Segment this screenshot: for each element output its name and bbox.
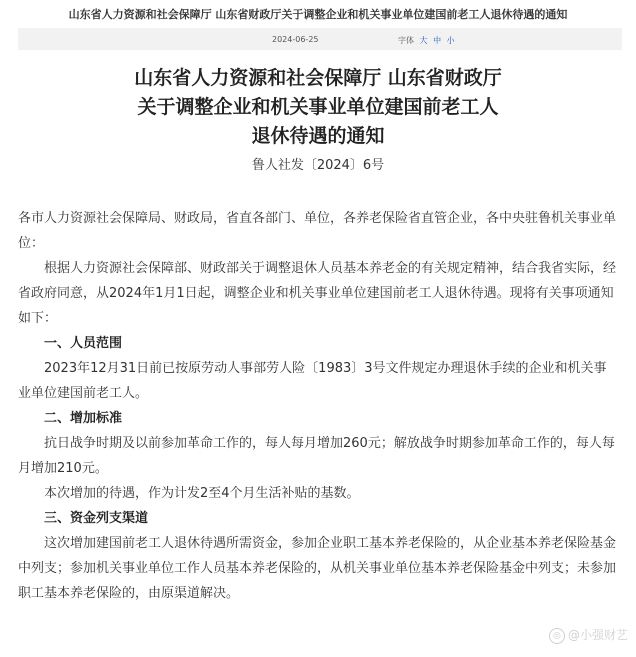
scope-paragraph: 2023年12月31日前已按原劳动人事部劳人险〔1983〕3号文件规定办理退休手续的企业和机关事业单位建国前老工人。 bbox=[18, 361, 607, 401]
font-size-large-button[interactable]: 大 bbox=[419, 36, 428, 45]
font-size-medium-button[interactable]: 中 bbox=[433, 36, 442, 45]
publish-date: 2024-06-25 bbox=[272, 35, 319, 44]
funding-paragraph: 这次增加建国前老工人退休待遇所需资金，参加企业职工基本养老保险的，从企业基本养老保险基金中列支；参加机关事业单位工作人员基本养老保险的，从机关事业单位基本养老保险基金中列支；未参加职工基本养老保险的，由原渠道解决。 bbox=[18, 536, 617, 601]
standard-paragraph: 抗日战争时期及以前参加革命工作的，每人每月增加260元；解放战争时期参加革命工作的，每人每月增加210元。 bbox=[18, 436, 615, 476]
font-size-control bbox=[398, 35, 455, 46]
document-title-line-1: 山东省人力资源和社会保障厅 山东省财政厅 bbox=[134, 67, 502, 89]
font-size-label: 字体 bbox=[398, 36, 414, 45]
document-title-line-2: 关于调整企业和机关事业单位建国前老工人 bbox=[137, 96, 499, 118]
watermark-text: @小强财艺 bbox=[567, 628, 628, 642]
addressee-paragraph: 各市人力资源社会保障局、财政局，省直各部门、单位，各养老保险省直管企业，各中央驻鲁机关事业单位： bbox=[18, 211, 617, 251]
document-body bbox=[18, 206, 618, 606]
subsidy-base-paragraph: 本次增加的待遇，作为计发2至4个月生活补贴的基数。 bbox=[44, 486, 360, 501]
watermark bbox=[549, 626, 628, 644]
font-size-small-button[interactable]: 小 bbox=[446, 36, 455, 45]
watermark-logo-icon: ◎ bbox=[549, 628, 565, 644]
document-title-block bbox=[0, 64, 636, 173]
meta-bar bbox=[18, 28, 622, 50]
breadcrumb: 山东省人力资源和社会保障厅 山东省财政厅关于调整企业和机关事业单位建国前老工人退休待遇的通知 bbox=[68, 8, 568, 21]
section-heading-funding: 三、资金列支渠道 bbox=[44, 511, 149, 526]
document-number: 鲁人社发〔2024〕6号 bbox=[251, 158, 385, 173]
intro-paragraph: 根据人力资源社会保障部、财政部关于调整退休人员基本养老金的有关规定精神，结合我省实际，经省政府同意，从2024年1月1日起，调整企业和机关事业单位建国前老工人退休待遇。现将有关事项通知如下： bbox=[18, 261, 617, 326]
document-title-line-3: 退休待遇的通知 bbox=[251, 125, 385, 147]
section-heading-scope: 一、人员范围 bbox=[44, 336, 123, 351]
section-heading-standard: 二、增加标准 bbox=[44, 411, 123, 426]
